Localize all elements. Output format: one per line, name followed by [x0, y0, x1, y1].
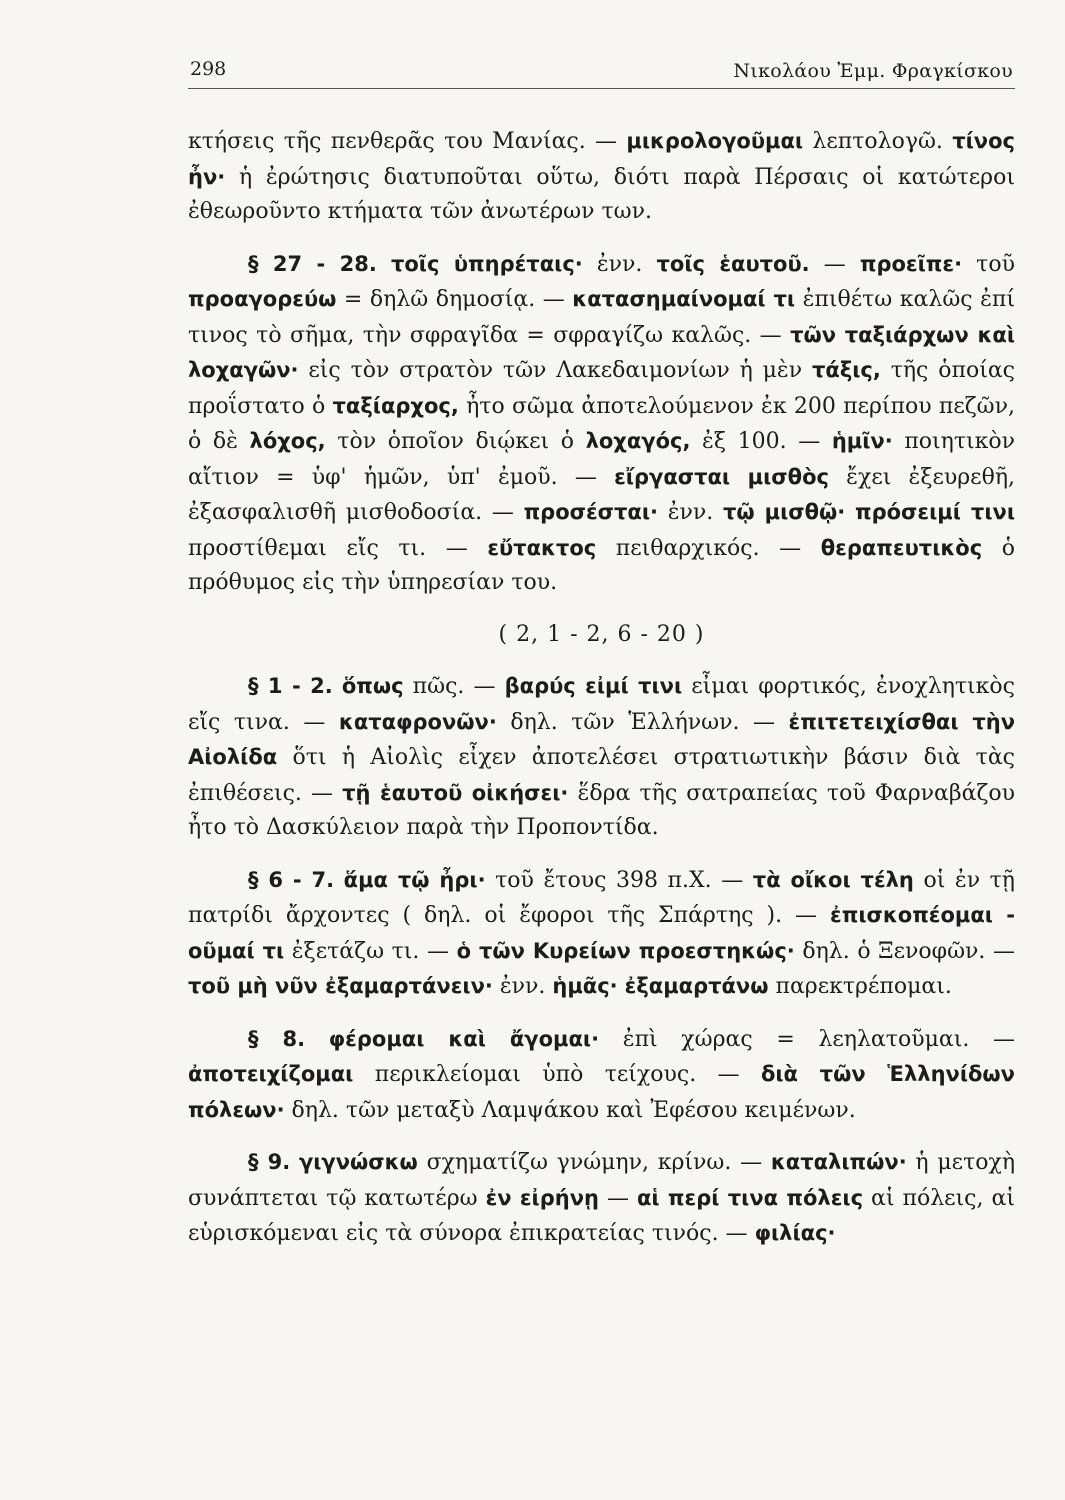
gloss-text: πειθαρχικός. — [596, 535, 821, 561]
lemma: ἅμα τῷ ἦρι· [343, 867, 486, 892]
running-title: Νικολάου Ἐμμ. Φραγκίσκου [733, 60, 1013, 82]
lemma: § 1 - 2. [248, 674, 333, 698]
gloss-text: ἐπιθέτω καλῶς ἐπί τινος τὸ σῆμα, τὴν σφραγῖδα = σφραγίζω καλῶς. — [188, 287, 1016, 348]
lemma: ὅπως [341, 674, 404, 698]
page-number: 298 [190, 58, 227, 80]
lemma: ἡμῖν· [831, 429, 893, 453]
lemma: λόχος, [249, 429, 326, 453]
lemma: προεῖπε· [859, 251, 963, 276]
lemma: εὔτακτος [487, 535, 597, 560]
gloss-text: δηλ. τῶν μεταξὺ Λαμψάκου καὶ Ἐφέσου κειμένων. [284, 1097, 856, 1123]
lemma: τοῦ μὴ νῦν ἐξαμαρτάνειν· [188, 974, 493, 998]
lemma: προσέσται· [523, 500, 659, 524]
gloss-text: πῶς. — [403, 674, 505, 699]
gloss-text: προστίθεμαι εἴς τι. — [188, 535, 488, 561]
gloss-text: εἶμαι φορτικός, ἐνοχλητικὸς εἴς τινα. — [188, 674, 1015, 735]
gloss-text: τὸν ὁποῖον διῴκει ὁ [325, 429, 586, 454]
lemma: τοῖς ὑπηρέταις· [390, 251, 583, 276]
gloss-text: ἐξ 100. — [690, 429, 832, 454]
gloss-text: ἐξετάζω τι. — [284, 938, 457, 964]
gloss-text: λεπτολογῶ. [803, 129, 953, 154]
lemma: ἐξαμαρτάνω [624, 974, 769, 998]
gloss-text: ἔχει ἐξευρεθῆ, ἐξασφαλισθῆ μισθοδοσία. — [188, 464, 1016, 525]
gloss-text: σχηματίζω γνώμην, κρίνω. — [417, 1150, 771, 1175]
lemma: § 9. [248, 1150, 291, 1174]
gloss-text: ἐνν. [658, 500, 723, 525]
gloss-text: δηλ. τῶν Ἑλλήνων. — [496, 709, 789, 735]
gloss-text: παρεκτρέπομαι. [768, 974, 952, 999]
lemma: ἐπισκοπέομαι - οῦμαί τι [188, 903, 1015, 963]
lemma: § 27 - 28. [248, 251, 377, 276]
lemma: βαρύς εἰμί τινι [504, 674, 683, 698]
gloss-text: ἐπὶ χώρας = λεηλατοῦμαι. — [599, 1026, 1016, 1052]
lemma: τὰ οἴκοι τέλη [752, 867, 914, 892]
paragraph-1 [188, 124, 1015, 230]
lemma: θεραπευτικὸς [820, 535, 983, 560]
lemma: ταξίαρχος, [332, 393, 459, 418]
gloss-text: εἰς τὸν στρατὸν τῶν Λακεδαιμονίων ἡ μὲν [298, 358, 812, 383]
paragraph-6 [188, 1145, 1015, 1252]
gloss-text: ὅτι ἡ Αἰολὶς εἶχεν ἀποτελέσει στρατιωτικὴν βάσιν διὰ τὰς ἐπιθέσεις. — [188, 745, 1015, 806]
section-heading: ( 2, 1 - 2, 6 - 20 ) [498, 621, 705, 647]
gloss-text: = δηλῶ δημοσίᾳ. — [336, 287, 573, 312]
gloss-text: δηλ. ὁ Ξενοφῶν. — [794, 938, 1015, 964]
gloss-text: ἕδρα τῆς σατραπείας τοῦ Φαρναβάζου ἦτο τὸ Δασκύλειον παρὰ τὴν Προποντίδα. [188, 780, 1015, 840]
gloss-text: τοῦ [962, 251, 1015, 277]
gloss-text: — [809, 251, 860, 277]
gloss-text: ἡ ἐρώτησις διατυποῦται οὕτω, διότι παρὰ Πέρσαις οἱ κατώτεροι ἐθεωροῦντο κτήματα τῶν ἀνωτέρων των. [188, 164, 1015, 224]
paragraph-2 [188, 247, 1015, 601]
gloss-text: περικλείομαι ὑπὸ τείχους. — [353, 1062, 761, 1087]
gloss-text [305, 1027, 329, 1052]
gloss-text: κτήσεις τῆς πενθερᾶς του Μανίας. — [188, 129, 627, 154]
lemma: διὰ τῶν Ἑλληνίδων πόλεων· [188, 1062, 1015, 1122]
lemma: κατασημαίνομαί τι [572, 287, 796, 311]
paragraph-5 [188, 1022, 1015, 1129]
gloss-text: οἱ ἐν τῇ πατρίδι ἄρχοντες ( δηλ. οἱ ἔφοροι τῆς Σπάρτης ). — [188, 867, 1015, 928]
gloss-text [333, 674, 342, 699]
lemma: καταλιπών· [770, 1150, 907, 1174]
lemma: τάξις, [811, 358, 881, 382]
gloss-text [334, 868, 344, 893]
lemma: μικρολογοῦμαι [626, 129, 804, 153]
gloss-text: ἡ μετοχὴ συνάπτεται τῷ κατωτέρω [188, 1150, 1015, 1211]
commentary-text [188, 124, 1015, 1252]
lemma: τῷ μισθῷ· [722, 500, 846, 524]
lemma: τῇ ἑαυτοῦ οἰκήσει· [342, 780, 569, 805]
gloss-text: — [598, 1185, 637, 1211]
paragraph-3 [188, 669, 1015, 846]
gloss-text: ἐνν. [492, 974, 553, 999]
lemma: ἐν εἰρήνῃ [485, 1185, 599, 1210]
lemma: ἀποτειχίζομαι [188, 1062, 354, 1086]
gloss-text: ποιητικὸν αἴτιον = ὑφ' ἡμῶν, ὑπ' ἐμοῦ. — [188, 429, 1015, 490]
lemma: λοχαγός, [585, 429, 691, 453]
gloss-text: ὁ πρόθυμος εἰς τὴν ὑπηρεσίαν του. [188, 535, 1015, 595]
lemma: καταφρονῶν· [338, 709, 497, 734]
gloss-text: ἦτο σῶμα ἀποτελούμενον ἐκ 200 περίπου πεζῶν, ὁ δὲ [188, 393, 1015, 454]
lemma: αἱ περί τινα πόλεις [636, 1185, 864, 1210]
lemma: ὁ τῶν Κυρείων προεστηκώς· [456, 938, 795, 963]
gloss-text: ἐνν. [582, 251, 657, 277]
lemma: § 6 - 7. [248, 867, 335, 892]
lemma: εἴργασται μισθὸς [614, 464, 829, 489]
lemma: φέρομαι καὶ ἄγομαι· [328, 1026, 600, 1051]
gloss-text [290, 1150, 299, 1175]
gloss-text: τῆς ὁποίας προΐστατο ὁ [188, 358, 1015, 419]
lemma: τῶν ταξιάρχων καὶ λοχαγῶν· [188, 322, 1015, 382]
lemma: γιγνώσκω [298, 1150, 418, 1174]
lemma: πρόσειμί τινι [854, 500, 1015, 524]
lemma: φιλίας· [754, 1221, 836, 1245]
gloss-text [377, 252, 391, 277]
lemma: § 8. [248, 1026, 306, 1051]
gloss-text: αἱ πόλεις, αἱ εὑρισκόμεναι εἰς τὰ σύνορα ἐπικρατείας τινός. — [188, 1185, 1015, 1246]
running-head [188, 58, 1015, 89]
gloss-text [618, 974, 625, 999]
gloss-text: τοῦ ἔτους 398 π.Χ. — [485, 867, 753, 893]
lemma: τίνος ἦν· [188, 129, 1015, 189]
paragraph-4 [188, 863, 1015, 1005]
lemma: τοῖς ἑαυτοῦ. [656, 251, 810, 276]
lemma: προαγορεύω [188, 287, 337, 311]
gloss-text [845, 500, 855, 525]
lemma: ἡμᾶς· [552, 974, 618, 998]
lemma: ἐπιτετειχίσθαι τὴν Αἰολίδα [188, 709, 1015, 769]
